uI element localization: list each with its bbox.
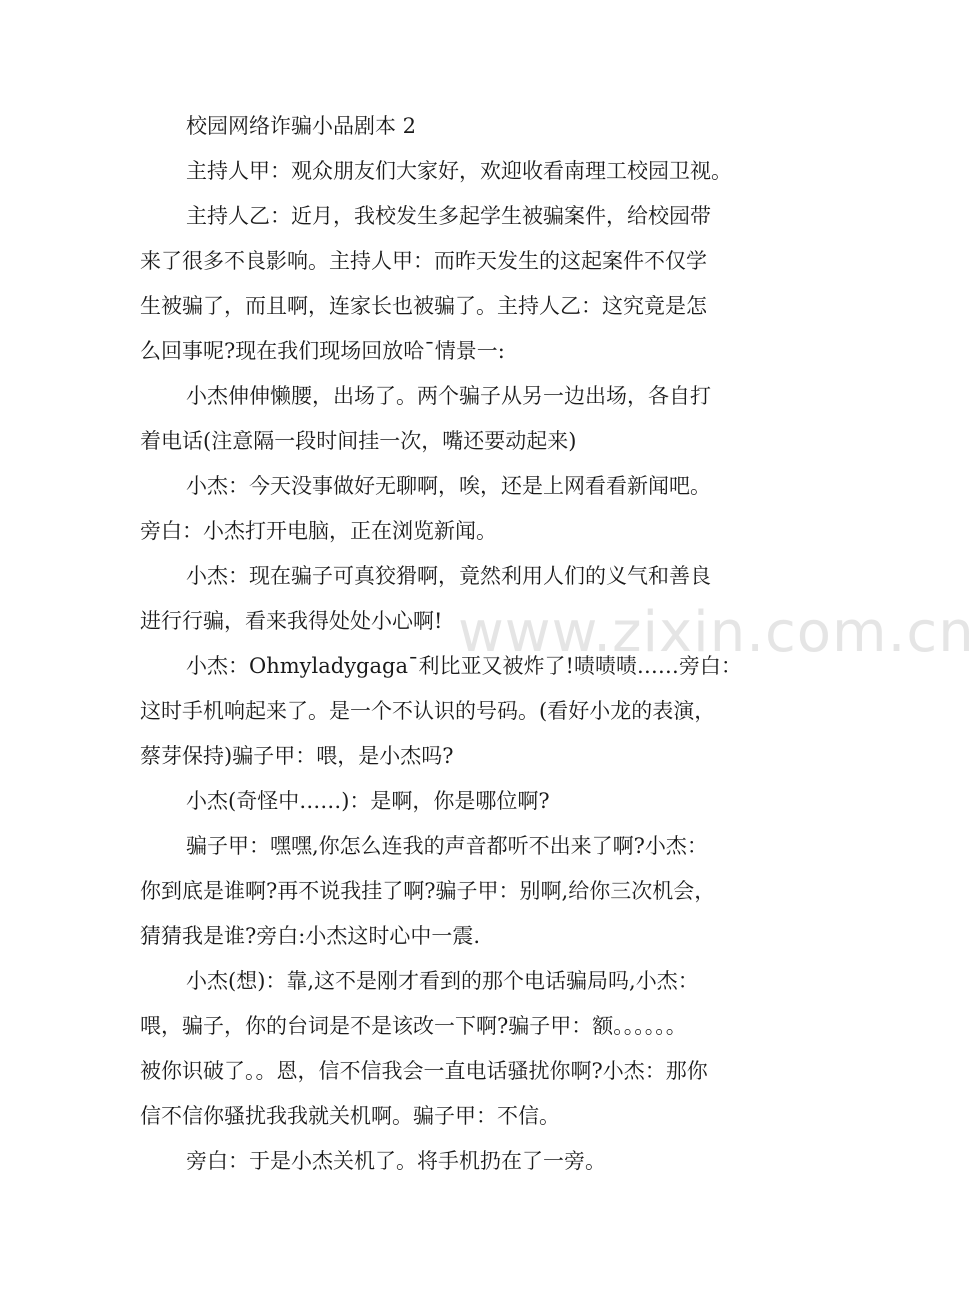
document-body	[140, 104, 800, 1184]
paragraph: 主持人乙：近月，我校发生多起学生被骗案件，给校园带 来了很多不良影响。主持人甲：而昨天发生的这起案件不仅学 生被骗了，而且啊，连家长也被骗了。主持人乙：这究竟是怎 么回事呢?现在我们现场回放哈¯情景一:	[140, 204, 711, 363]
document-title: 校园网络诈骗小品剧本 2	[186, 114, 417, 138]
paragraph: 小杰：现在骗子可真狡猾啊，竟然利用人们的义气和善良 进行行骗，看来我得处处小心啊!	[140, 564, 711, 633]
watermark-text: www.zixin.com.cn	[458, 600, 975, 665]
paragraph: 小杰伸伸懒腰，出场了。两个骗子从另一边出场，各自打 着电话(注意隔一段时间挂一次，嘴还要动起来)	[140, 384, 711, 453]
paragraph: 旁白：于是小杰关机了。将手机扔在了一旁。	[186, 1149, 606, 1173]
paragraph: 小杰：今天没事做好无聊啊，唉，还是上网看看新闻吧。 旁白：小杰打开电脑，正在浏览新闻。	[140, 474, 711, 543]
paragraph: 骗子甲：嘿嘿,你怎么连我的声音都听不出来了啊?小杰： 你到底是谁啊?再不说我挂了啊?骗子甲：别啊,给你三次机会， 猜猜我是谁?旁白:小杰这时心中一震.	[140, 834, 716, 948]
paragraph: 主持人甲：观众朋友们大家好，欢迎收看南理工校园卫视。	[186, 159, 732, 183]
paragraph: 小杰：Ohmyladygaga¯利比亚又被炸了!啧啧啧……旁白： 这时手机响起来了。是一个不认识的号码。(看好小龙的表演， 蔡芽保持)骗子甲：喂，是小杰吗?	[140, 654, 742, 768]
paragraph: 小杰(奇怪中……)：是啊，你是哪位啊?	[186, 789, 550, 813]
paragraph: 小杰(想)：靠,这不是刚才看到的那个电话骗局吗,小杰： 喂，骗子，你的台词是不是该改一下啊?骗子甲：额。。。。。。 被你识破了。。恩，信不信我会一直电话骚扰你啊?小杰：那你 信不信你骚扰我我就关机啊。骗子甲：不信。	[140, 969, 708, 1128]
